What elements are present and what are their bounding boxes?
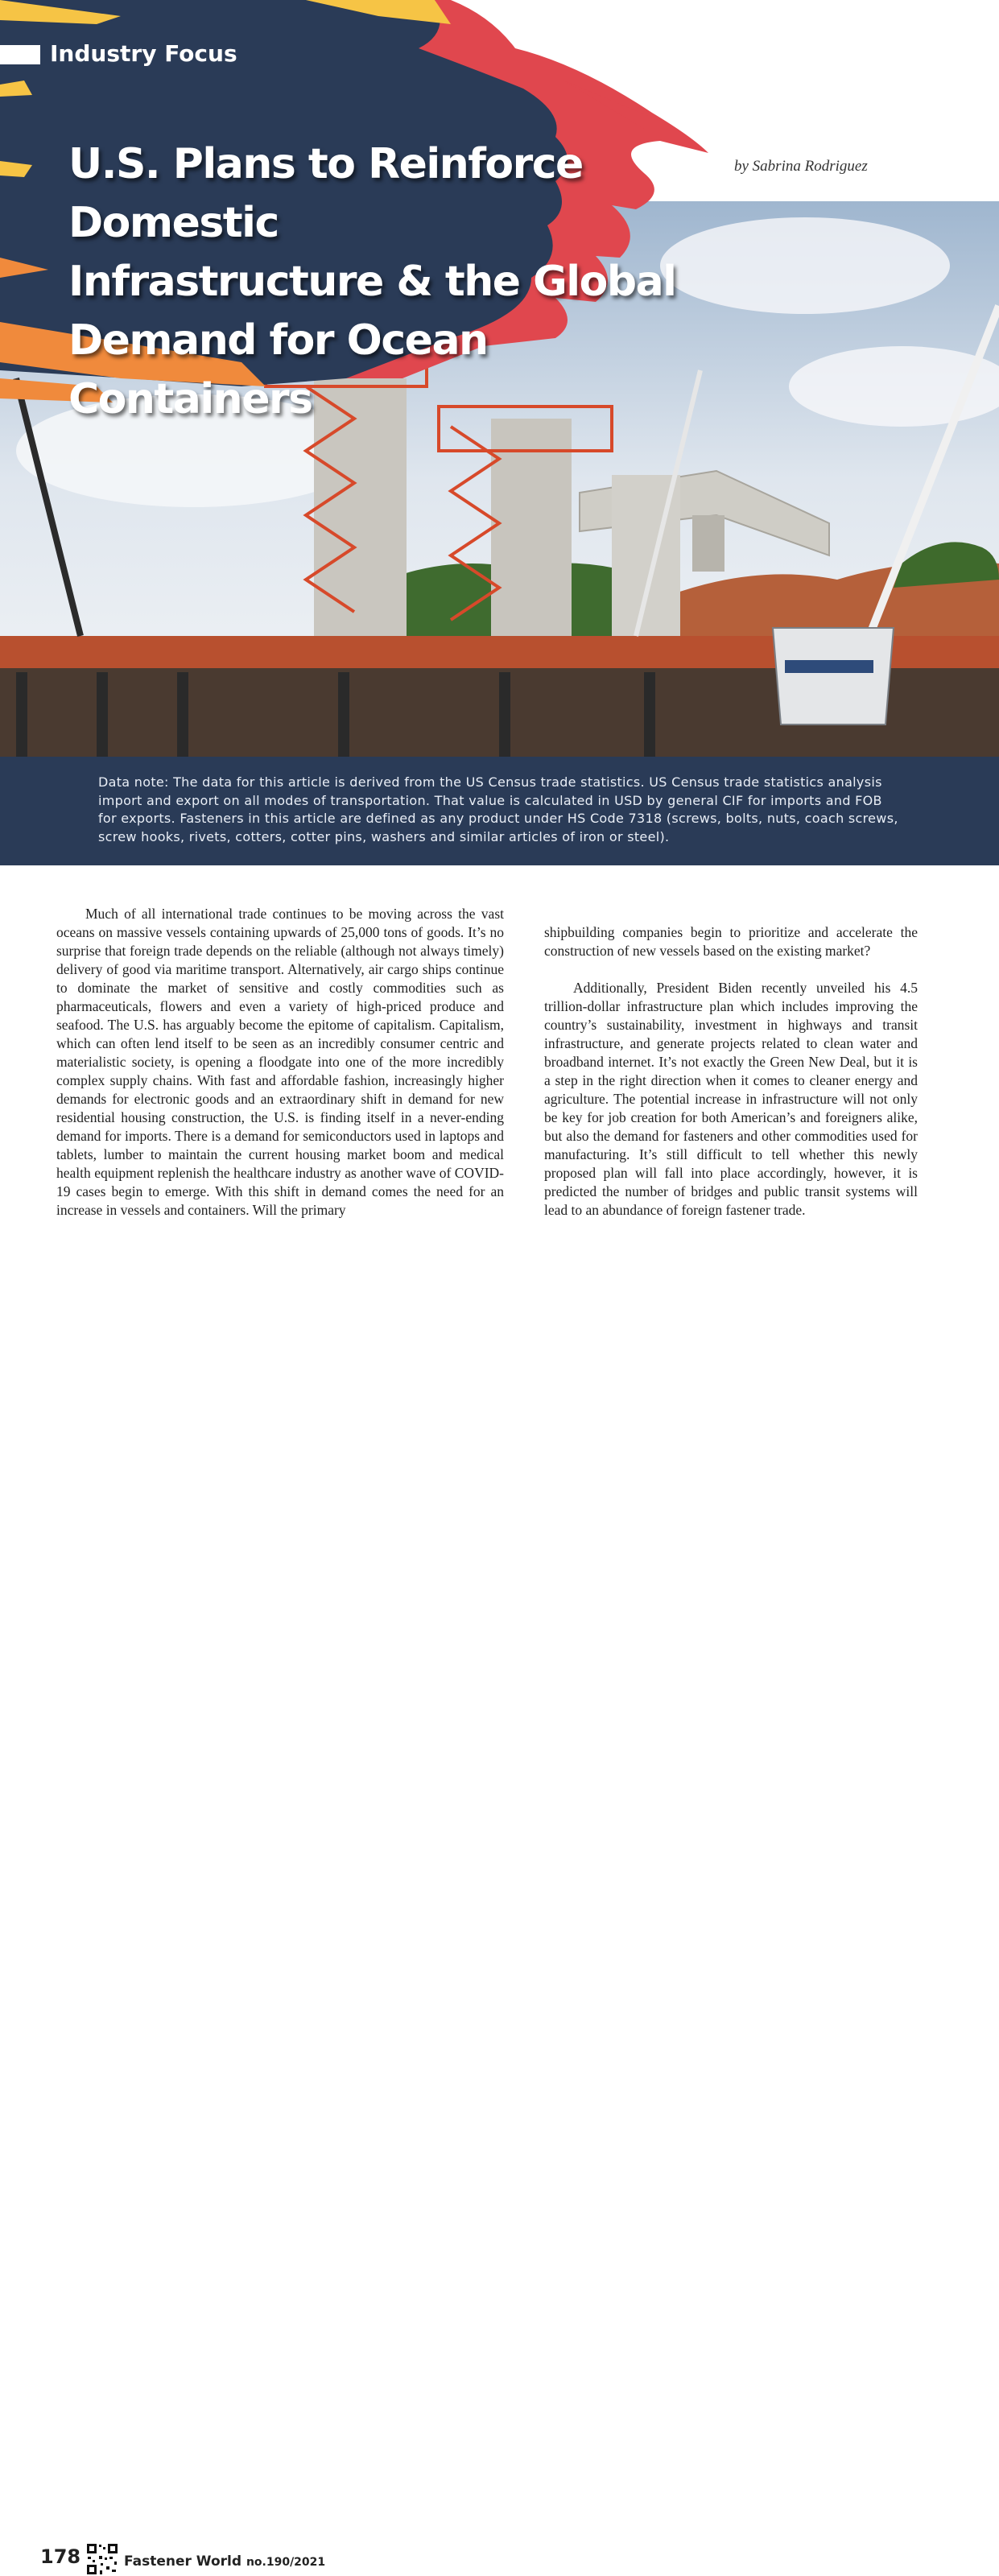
body-paragraph-1-continued: shipbuilding companies begin to prioritize and accelerate the construction of new vessels based on the existing market? — [544, 924, 918, 959]
data-note: Data note: The data for this article is derived from the US Census trade statistics. US Census trade statistics analysis import and export on all modes of transportation. That value is calculated in USD by general CIF for imports and FOB for exports. Fasteners in this article are defined as any product under HS Code 7318 (screws, bolts, nuts, coach screws, screw hooks, rivets, cotters, cotter pins, washers and similar articles of iron or steel). — [98, 774, 898, 844]
title-line-2: Infrastructure & the Global — [68, 258, 676, 306]
magazine-title: Fastener World — [124, 2553, 242, 2570]
body-paragraph-2: Additionally, President Biden recently unveiled his 4.5 trillion-dollar infrastructure plan which includes improving the country’s sustainability, investment in highways and transit infrastructure, and generate projects related to clean water and broadband internet. It’s not exactly the Green New Deal, but it is a step in the right direction when it comes to cleaner energy and agriculture. The potential increase in infrastructure will not only be key for job creation for both American’s and foreigners alike, but also the demand for fasteners and other commodities used for manufacturing. It’s still difficult to tell whether this newly proposed plan will fall into place accordingly, however, it is predicted the number of bridges and public transit systems will lead to an abundance of foreign fastener trade. — [544, 980, 918, 1218]
hero-banner — [0, 0, 999, 757]
page-number: 178 — [40, 2545, 81, 2568]
section-tag-bar — [0, 45, 40, 64]
pillar-middle — [491, 419, 572, 652]
page-footer — [0, 1272, 999, 2570]
magazine-name — [124, 2553, 325, 2570]
tug-boat — [773, 628, 894, 724]
body-column-right — [544, 923, 918, 1220]
article-title — [68, 135, 680, 429]
section-tag: Industry Focus — [50, 40, 237, 67]
issue-number: no.190/2021 — [246, 2556, 326, 2569]
body-paragraph-1: Much of all international trade continues to be moving across the vast oceans on massive vessels containing upwards of 25,000 tons of goods. It’s no surprise that foreign trade depends on the reliable (although not always timely) delivery of good via maritime transport. Alternatively, air cargo ships continue to dominate the market of sensitive and costly commodities such as pharmaceuticals, flowers and even a variety of high-priced produce and seafood. The U.S. has arguably become the epitome of capitalism. Capitalism, which can often lend itself to be seen as an incredibly consumer centric and materialistic society, is opening a floodgate into one of the more incredibly complex supply chains. With fast and affordable fashion, increasingly higher demands for electronic goods and an extraordinary shift in demand for new residential housing construction, the U.S. is finding itself in a never-ending demand for imports. There is a demand for semiconductors used in laptops and tablets, lumber to maintain the current housing market boom and medical health equipment replenish the healthcare industry as another wave of COVID-19 cases begin to emerge. With this shift in demand comes the need for an increase in vessels and containers. Will the primary — [56, 906, 504, 1218]
byline: by Sabrina Rodriguez — [734, 158, 868, 175]
body-column-left — [56, 905, 504, 1220]
title-line-3: Demand for Ocean Containers — [68, 316, 488, 423]
title-line-1: U.S. Plans to Reinforce Domestic — [68, 140, 583, 247]
qr-code-icon[interactable] — [85, 2542, 119, 2576]
